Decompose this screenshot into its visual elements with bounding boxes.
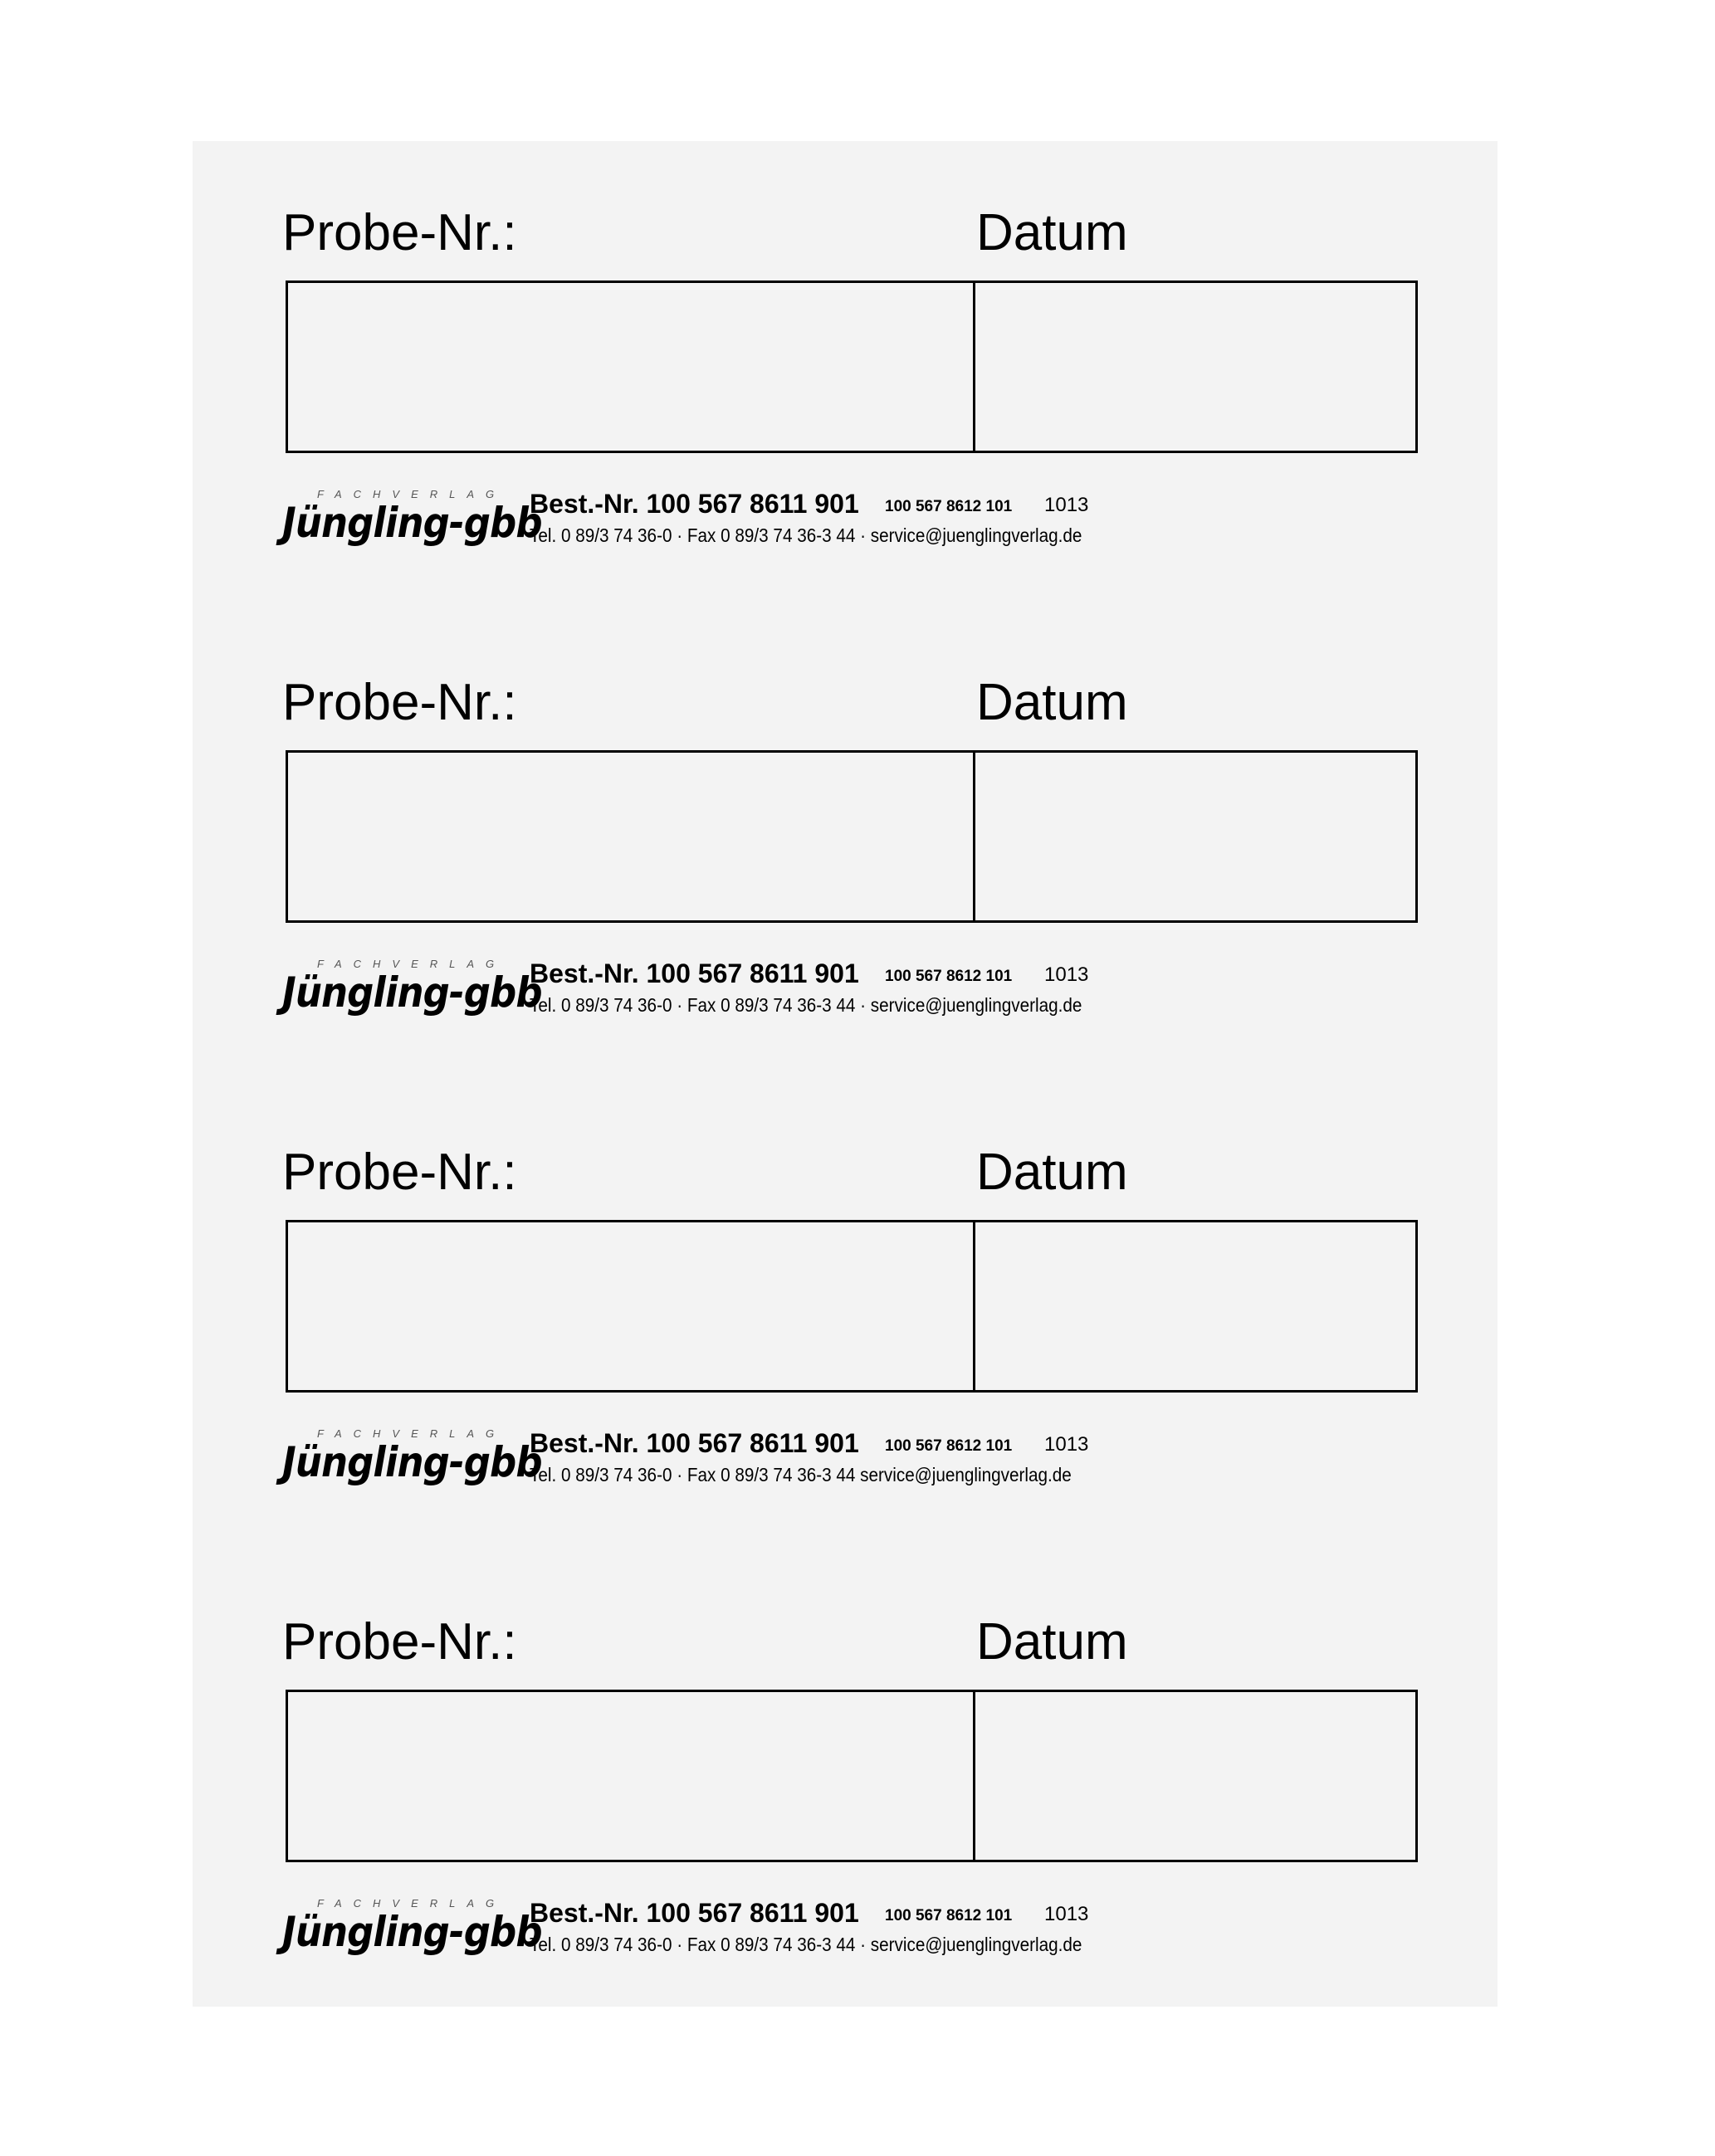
label-field-box — [286, 750, 1418, 923]
secondary-order-number: 100 567 8612 101 — [885, 1437, 1013, 1455]
publisher-logo — [282, 958, 542, 1024]
secondary-order-number: 100 567 8612 101 — [885, 1907, 1013, 1924]
logo-tagline: FACHVERLAG — [317, 1897, 506, 1910]
order-number: Best.-Nr. 100 567 8611 901 — [530, 1898, 859, 1928]
label-footer — [282, 488, 1278, 554]
datum-heading: Datum — [976, 1613, 1128, 1671]
order-number: Best.-Nr. 100 567 8611 901 — [530, 958, 859, 988]
sample-label-3 — [193, 1080, 1498, 1550]
edition-code: 1013 — [1044, 1903, 1089, 1925]
logo-name: Jüngling-gbb — [282, 499, 542, 547]
label-footer — [282, 1897, 1278, 1963]
publisher-logo — [282, 1897, 542, 1963]
probe-nr-heading: Probe-Nr.: — [282, 1144, 517, 1201]
sample-label-2 — [193, 611, 1498, 1080]
label-footer — [282, 1427, 1278, 1494]
edition-code: 1013 — [1044, 1433, 1089, 1456]
datum-heading: Datum — [976, 204, 1128, 261]
datum-field[interactable] — [975, 283, 1415, 451]
logo-tagline: FACHVERLAG — [317, 1427, 506, 1440]
logo-name: Jüngling-gbb — [282, 1438, 542, 1486]
probe-nr-field[interactable] — [288, 1692, 975, 1860]
logo-tagline: FACHVERLAG — [317, 958, 506, 970]
edition-code: 1013 — [1044, 963, 1089, 986]
logo-name: Jüngling-gbb — [282, 1908, 542, 1956]
edition-code: 1013 — [1044, 494, 1089, 516]
logo-name: Jüngling-gbb — [282, 968, 542, 1017]
logo-tagline: FACHVERLAG — [317, 488, 506, 500]
datum-heading: Datum — [976, 674, 1128, 731]
probe-nr-field[interactable] — [288, 753, 975, 920]
secondary-order-number: 100 567 8612 101 — [885, 968, 1013, 985]
probe-nr-heading: Probe-Nr.: — [282, 674, 517, 731]
label-sheet — [193, 141, 1498, 2007]
publisher-logo — [282, 488, 542, 554]
secondary-order-number: 100 567 8612 101 — [885, 498, 1013, 515]
probe-nr-field[interactable] — [288, 1222, 975, 1390]
label-field-box — [286, 280, 1418, 453]
datum-field[interactable] — [975, 1222, 1415, 1390]
probe-nr-field[interactable] — [288, 283, 975, 451]
probe-nr-heading: Probe-Nr.: — [282, 1613, 517, 1671]
contact-line: Tel. 0 89/3 74 36-0 · Fax 0 89/3 74 36-3 44 · service@juenglingverlag.de — [530, 994, 1082, 1016]
sample-label-4 — [193, 1550, 1498, 2020]
publisher-logo — [282, 1427, 542, 1494]
datum-heading: Datum — [976, 1144, 1128, 1201]
label-footer — [282, 958, 1278, 1024]
label-field-box — [286, 1690, 1418, 1862]
sample-label-1 — [193, 141, 1498, 611]
probe-nr-heading: Probe-Nr.: — [282, 204, 517, 261]
datum-field[interactable] — [975, 753, 1415, 920]
order-number: Best.-Nr. 100 567 8611 901 — [530, 1428, 859, 1458]
order-number: Best.-Nr. 100 567 8611 901 — [530, 489, 859, 519]
contact-line: Tel. 0 89/3 74 36-0 · Fax 0 89/3 74 36-3 44 · service@juenglingverlag.de — [530, 524, 1082, 546]
contact-line: Tel. 0 89/3 74 36-0 · Fax 0 89/3 74 36-3 44 service@juenglingverlag.de — [530, 1464, 1072, 1485]
datum-field[interactable] — [975, 1692, 1415, 1860]
contact-line: Tel. 0 89/3 74 36-0 · Fax 0 89/3 74 36-3 44 · service@juenglingverlag.de — [530, 1934, 1082, 1955]
label-field-box — [286, 1220, 1418, 1393]
